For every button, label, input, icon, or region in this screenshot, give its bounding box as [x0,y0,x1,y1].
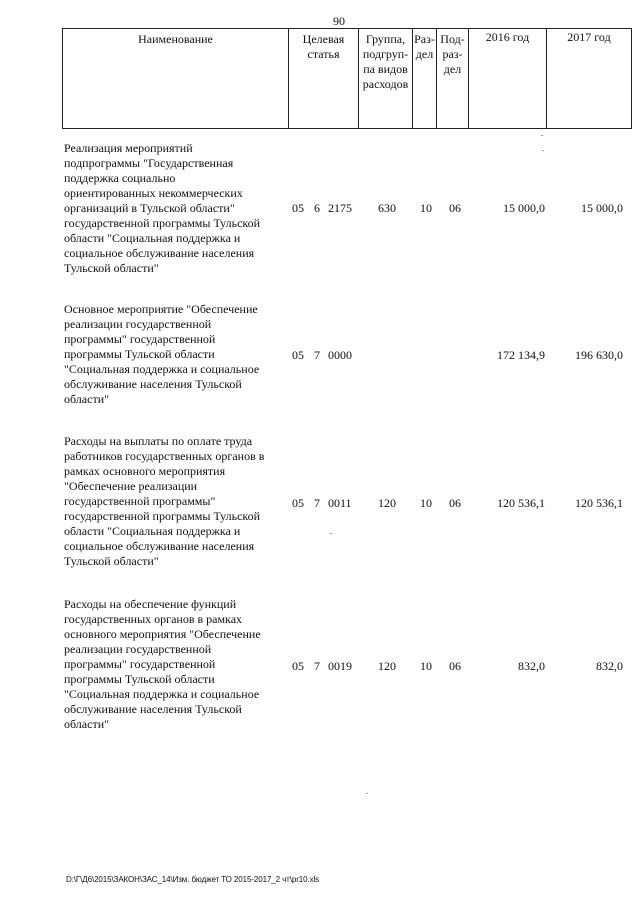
scan-speck [541,135,543,136]
row-2017: 196 630,0 [575,348,623,362]
row-group: 630 [378,201,396,215]
row-cs3: 0011 [328,496,352,510]
row-name: Расходы на выплаты по оплате труда работников государственных органов в рамках основного мероприятия "Обеспечение реализации государственной программы" государственной программы Тульской области "Социальная поддержка и социальное обслуживание населения Тульской области" [64,434,265,568]
row-2016: 120 536,1 [497,496,545,510]
row-cs3: 0000 [328,348,352,362]
row-cs1: 05 [292,496,304,510]
row-name: Основное мероприятие "Обеспечение реализации государственной программы" государственной программы Тульской области "Социальная поддержка и социальное обслуживание населения Тульской области" [64,302,260,406]
row-cs2: 7 [314,348,320,362]
row-subsection: 06 [449,659,461,673]
file-path-footer: D:\Г\Д6\2015\ЗАКОН\ЗАС_14\Изм. бюджет ТО 2015-2017_2 чт\pr10.xls [66,875,320,884]
row-cs1: 05 [292,201,304,215]
row-subsection: 06 [449,201,461,215]
row-2016: 15 000,0 [503,201,545,215]
row-subsection: 06 [449,496,461,510]
row-cs3: 0019 [328,659,352,673]
scan-speck [542,150,544,151]
row-cs1: 05 [292,348,304,362]
row-2016: 832,0 [518,659,545,673]
header-target-article: Целевая статья [302,32,345,61]
header-subsection: Под- раз- дел [440,32,465,76]
header-2017: 2017 год [567,30,611,44]
scan-speck [330,533,332,534]
header-group: Группа, подгруп- па видов расходов [362,32,409,91]
row-2017: 15 000,0 [581,201,623,215]
row-cs2: 7 [314,496,320,510]
row-cs3: 2175 [328,201,352,215]
row-2017: 832,0 [596,659,623,673]
row-cs2: 7 [314,659,320,673]
header-section: Раз- дел [414,32,435,61]
row-2016: 172 134,9 [497,348,545,362]
page-number: 90 [333,14,345,28]
header-2016: 2016 год [485,30,530,44]
row-section: 10 [420,496,432,510]
row-group: 120 [378,659,396,673]
row-2017: 120 536,1 [575,496,623,510]
header-name: Наименование [138,32,213,46]
row-name: Расходы на обеспечение функций государственных органов в рамках основного мероприятия "Обеспечение реализации государственной программы" государственной программы Тульской области "Социальная поддержка и социальное обслуживание населения Тульской области" [64,597,261,731]
row-name: Реализация мероприятий подпрограммы "Государственная поддержка социально ориентированных некоммерческих организаций в Тульской области" государственной программы Тульской области "Социальная поддержка и социальное обслуживание населения Тульской области" [64,141,261,275]
row-section: 10 [420,201,432,215]
row-cs2: 6 [314,201,320,215]
row-group: 120 [378,496,396,510]
row-section: 10 [420,659,432,673]
scan-speck [366,793,368,794]
row-cs1: 05 [292,659,304,673]
